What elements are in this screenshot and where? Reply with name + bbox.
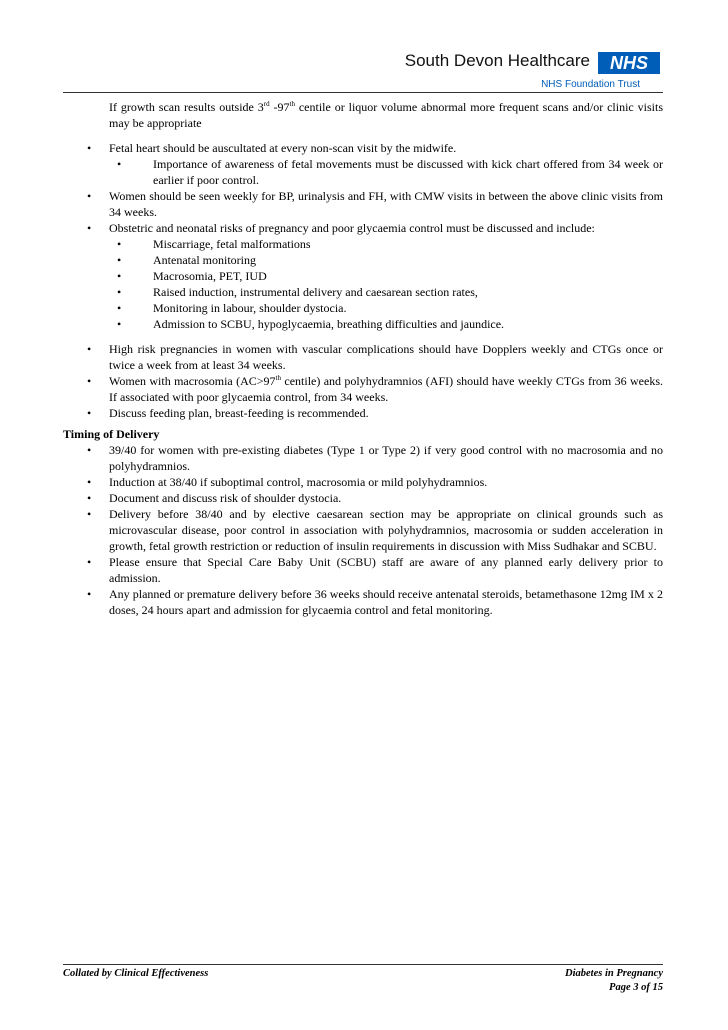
intro-text-3: centile or liquor volume abnormal more frequent scans and/or clinic visits may be appropriate	[109, 100, 663, 130]
intro-sup-rd: rd	[263, 100, 270, 108]
list-item: • Monitoring in labour, shoulder dystocia.	[109, 300, 663, 316]
list-item	[63, 140, 663, 188]
list-item: • Delivery before 38/40 and by elective caesarean section may be appropriate on clinical grounds such as microvascular disease, poor control in association with polyhydramnios, macrosomia or sudden acceleration in growth, fetal growth restriction or reduction of insulin requirements in discussion with Miss Sudhakar and SCBU.	[63, 506, 663, 554]
intro-text-1: If growth scan results outside 3	[109, 100, 264, 114]
list-item: • Induction at 38/40 if suboptimal control, macrosomia or mild polyhydramnios.	[63, 474, 663, 490]
trust-name: NHS Foundation Trust	[541, 79, 640, 90]
risks-text: Obstetric and neonatal risks of pregnancy and poor glycaemia control must be discussed and include:	[109, 221, 595, 235]
list-item: • Raised induction, instrumental delivery and caesarean section rates,	[109, 284, 663, 300]
list-item: • Miscarriage, fetal malformations	[109, 236, 663, 252]
high-risk-list	[63, 341, 663, 421]
document-title: Diabetes in Pregnancy	[565, 968, 663, 979]
page-number: Page 3 of 15	[609, 982, 663, 993]
page-header	[360, 52, 660, 92]
intro-sup-th: th	[289, 100, 295, 108]
document-body	[63, 99, 663, 618]
nhs-logo: NHS	[598, 52, 660, 74]
macrosomia-text-1: Women with macrosomia (AC>97	[109, 374, 276, 388]
timing-list	[63, 442, 663, 618]
organization-name: South Devon Healthcare	[404, 51, 590, 70]
list-item: • Please ensure that Special Care Baby Unit (SCBU) staff are aware of any planned early delivery prior to admission.	[63, 554, 663, 586]
fetal-heart-text: Fetal heart should be auscultated at every non-scan visit by the midwife.	[109, 141, 457, 155]
list-item: • Discuss feeding plan, breast-feeding is recommended.	[63, 405, 663, 421]
list-item: • Admission to SCBU, hypoglycaemia, breathing difficulties and jaundice.	[109, 316, 663, 332]
macrosomia-sup: th	[275, 374, 282, 382]
header-divider	[63, 92, 663, 93]
list-item: • Macrosomia, PET, IUD	[109, 268, 663, 284]
list-item: • Document and discuss risk of shoulder dystocia.	[63, 490, 663, 506]
fetal-movement-sublist	[109, 156, 663, 188]
list-item	[63, 220, 663, 332]
timing-of-delivery-heading: Timing of Delivery	[63, 427, 160, 441]
footer-collated: Collated by Clinical Effectiveness	[63, 968, 209, 979]
list-item: • High risk pregnancies in women with vascular complications should have Dopplers weekly and CTGs once or twice a week from at least 34 weeks.	[63, 341, 663, 373]
list-item: • Antenatal monitoring	[109, 252, 663, 268]
list-item: • Any planned or premature delivery before 36 weeks should receive antenatal steroids, betamethasone 12mg IM x 2 doses, 24 hours apart and admission for glycaemia control and fetal monitoring.	[63, 586, 663, 618]
footer-right-block	[565, 967, 663, 995]
list-item: • Importance of awareness of fetal movements must be discussed with kick chart offered from 34 week or earlier if poor control.	[109, 156, 663, 188]
list-item: • 39/40 for women with pre-existing diabetes (Type 1 or Type 2) if very good control with no macrosomia and no polyhydramnios.	[63, 442, 663, 474]
macrosomia-text-2: centile) and polyhydramnios (AFI) should have weekly CTGs from 36 weeks. If associated with poor glycaemia control, from 34 weeks.	[109, 374, 663, 404]
risk-sublist	[109, 236, 663, 332]
footer-divider	[63, 964, 663, 965]
list-item	[63, 373, 663, 405]
list-item: • Women should be seen weekly for BP, urinalysis and FH, with CMW visits in between the above clinic visits from 34 weeks.	[63, 188, 663, 220]
intro-text-2: -97	[269, 100, 290, 114]
monitoring-list	[63, 140, 663, 332]
growth-scan-paragraph	[109, 99, 663, 131]
